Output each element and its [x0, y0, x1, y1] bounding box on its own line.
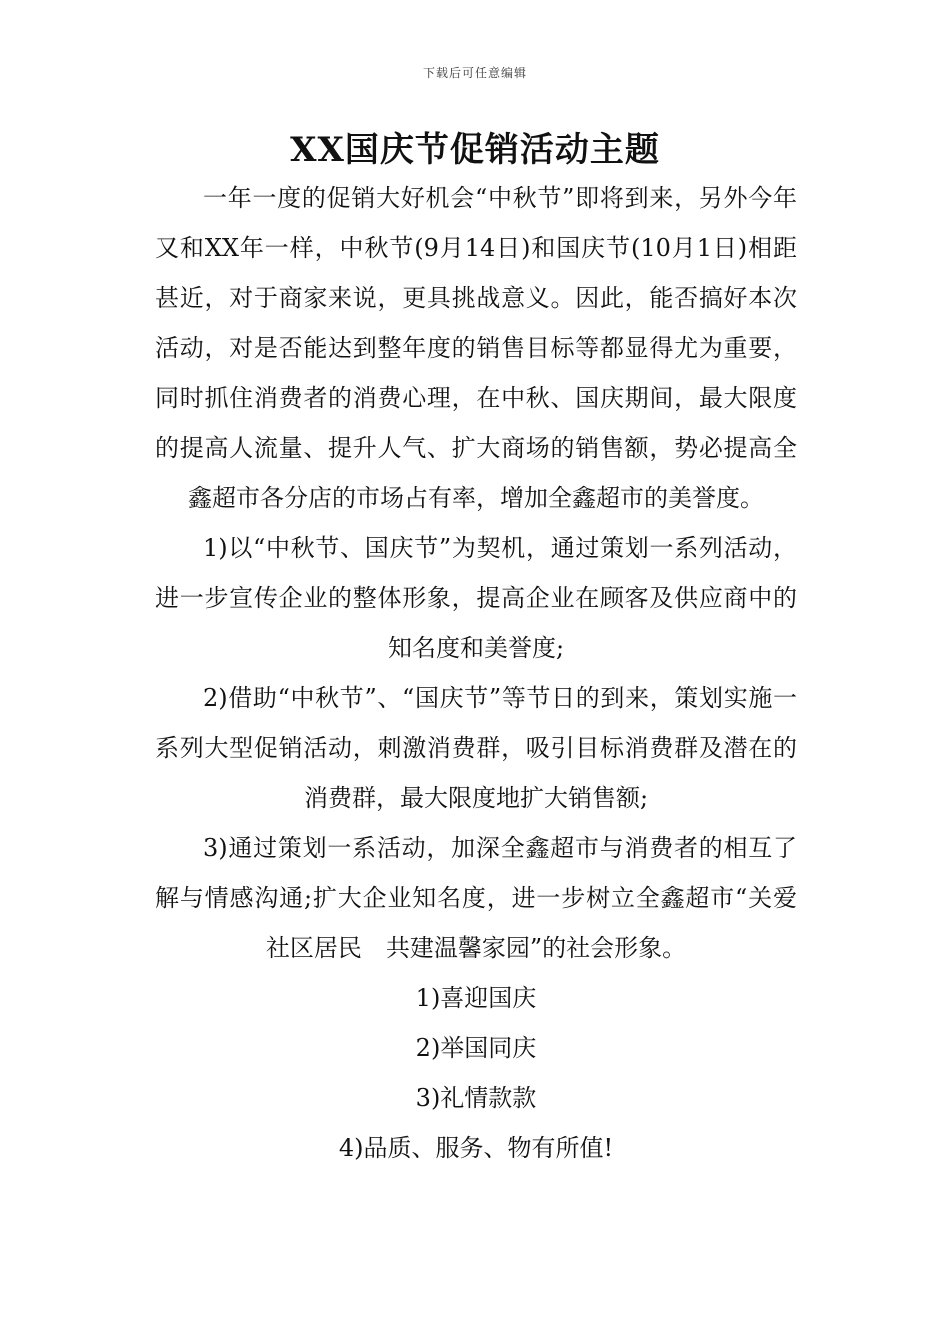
- theme-item-3: 3)礼情款款: [415, 1084, 537, 1112]
- objective-paragraph-3: 3)通过策划一系活动，加深全鑫超市与消费者的相互了解与情感沟通;扩大企业知名度，进一步树立全鑫超市“关爱社区居民 共建温馨家园”的社会形象。: [155, 834, 797, 962]
- theme-item-1: 1)喜迎国庆: [415, 984, 537, 1012]
- document-body: [155, 173, 797, 1173]
- objective-paragraph-2: 2)借助“中秋节”、“国庆节”等节日的到来，策划实施一系列大型促销活动，刺激消费群，吸引目标消费群及潜在的消费群，最大限度地扩大销售额;: [155, 684, 797, 812]
- objective-paragraph-1: 1)以“中秋节、国庆节”为契机，通过策划一系列活动，进一步宣传企业的整体形象，提高企业在顾客及供应商中的知名度和美誉度;: [155, 534, 797, 662]
- theme-item-4: 4)品质、服务、物有所值!: [338, 1134, 614, 1162]
- page-header-note: 下载后可任意编辑: [422, 66, 527, 80]
- theme-item-2: 2)举国同庆: [415, 1034, 537, 1062]
- intro-paragraph: 一年一度的促销大好机会“中秋节”即将到来，另外今年又和XX年一样，中秋节(9月14日)和国庆节(10月1日)相距甚近，对于商家来说，更具挑战意义。因此，能否搞好本次活动，对是否能达到整年度的销售目标等都显得尤为重要，同时抓住消费者的消费心理，在中秋、国庆期间，最大限度的提高人流量、提升人气、扩大商场的销售额，势必提高全鑫超市各分店的市场占有率，增加全鑫超市的美誉度。: [155, 184, 797, 512]
- document-title: XX国庆节促销活动主题: [290, 130, 660, 170]
